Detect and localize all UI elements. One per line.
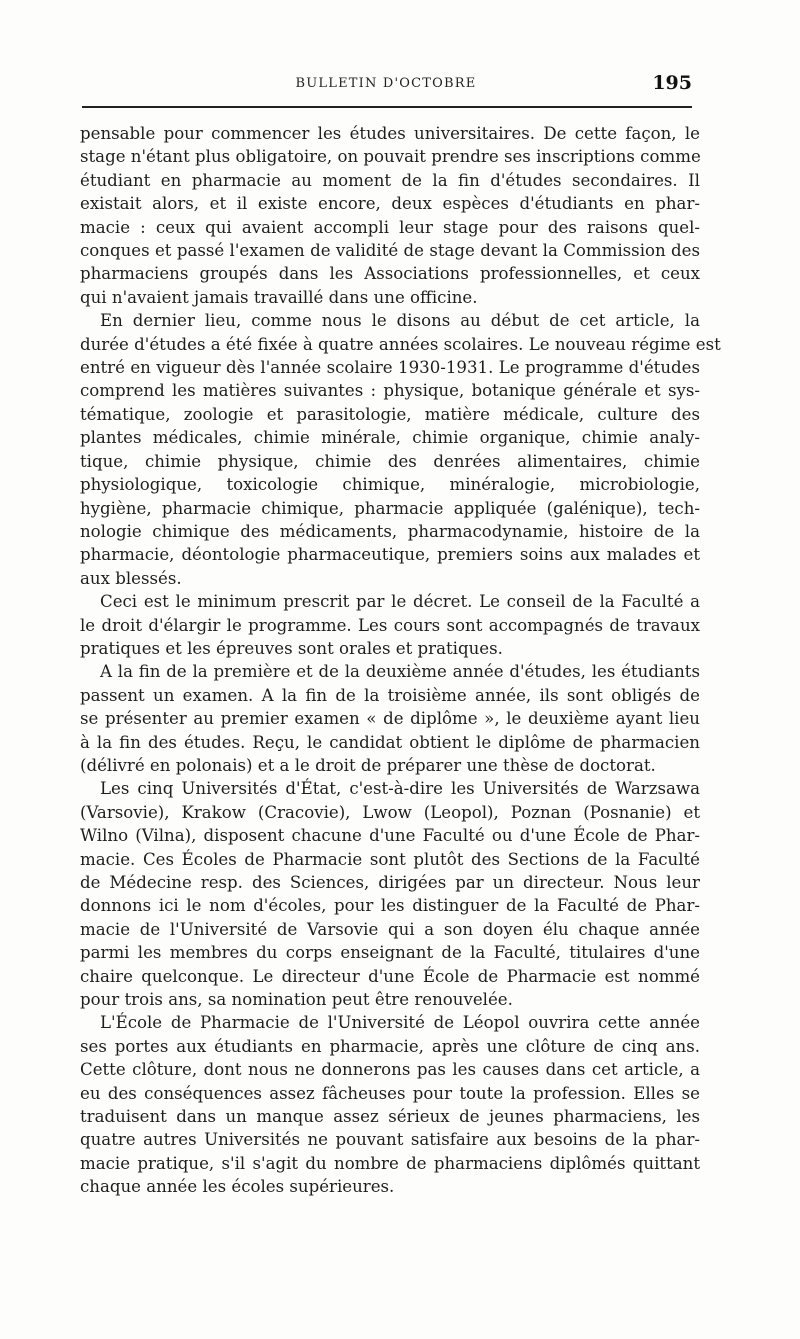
paragraph-6-line: chaque année les écoles supérieures. (80, 1177, 395, 1197)
paragraph-2-line: aux blessés. (80, 568, 182, 588)
paragraph-6-line: L'École de Pharmacie de l'Université de Léopol ouvrira cette année (100, 1013, 700, 1033)
paragraph-6-line: quatre autres Universités ne pouvant satisfaire aux besoins de la phar- (80, 1130, 700, 1150)
paragraph-1-line: pensable pour commencer les études universitaires. De cette façon, le (80, 124, 700, 143)
paragraph-5-line: Les cinq Universités d'État, c'est-à-dire les Universités de Warzsawa (100, 779, 700, 799)
paragraph-2-line: entré en vigueur dès l'année scolaire 1930-1931. Le programme d'études (80, 358, 700, 378)
paragraph-1-line: existait alors, et il existe encore, deux espèces d'étudiants en phar- (80, 194, 700, 214)
running-title: BULLETIN D'OCTOBRE (295, 76, 477, 91)
paragraph-2-line: durée d'études a été fixée à quatre années scolaires. Le nouveau régime est (80, 334, 721, 354)
paragraph-1-line: étudiant en pharmacie au moment de la fin d'études secondaires. Il (80, 170, 700, 190)
paragraph-1-line: conques et passé l'examen de validité de stage devant la Commission des (80, 241, 700, 261)
paragraph-1-line: pharmaciens groupés dans les Associations professionnelles, et ceux (80, 264, 700, 284)
paragraph-2-line: En dernier lieu, comme nous le disons au début de cet article, la (100, 311, 700, 331)
paragraph-3-line: pratiques et les épreuves sont orales et pratiques. (80, 638, 503, 658)
paragraph-2-line: comprend les matières suivantes : physique, botanique générale et sys- (80, 381, 700, 401)
page-number: 195 (652, 72, 692, 94)
paragraph-1-line: qui n'avaient jamais travaillé dans une officine. (80, 287, 478, 307)
paragraph-4-line: passent un examen. A la fin de la troisième année, ils sont obligés de (80, 685, 700, 705)
header-rule (82, 106, 692, 108)
article-body (80, 122, 721, 1199)
paragraph-2-line: pharmacie, déontologie pharmaceutique, premiers soins aux malades et (80, 545, 700, 565)
paragraph-6-line: eu des conséquences assez fâcheuses pour toute la profession. Elles se (80, 1083, 700, 1103)
paragraph-4-line: (délivré en polonais) et a le droit de préparer une thèse de doctorat. (80, 755, 656, 775)
paragraph-5-line: parmi les membres du corps enseignant de la Faculté, titulaires d'une (80, 943, 700, 963)
paragraph-1-line: macie : ceux qui avaient accompli leur stage pour des raisons quel- (80, 217, 700, 237)
paragraph-2-line: hygiène, pharmacie chimique, pharmacie appliquée (galénique), tech- (80, 498, 700, 518)
paragraph-5-line: donnons ici le nom d'écoles, pour les distinguer de la Faculté de Phar- (80, 896, 700, 916)
paragraph-5-line: chaire quelconque. Le directeur d'une École de Pharmacie est nommé (80, 966, 700, 986)
paragraph-4-line: A la fin de la première et de la deuxième année d'études, les étudiants (100, 662, 700, 682)
paragraph-4-line: se présenter au premier examen « de diplôme », le deuxième ayant lieu (80, 709, 700, 729)
paragraph-6-line: traduisent dans un manque assez sérieux de jeunes pharmaciens, les (80, 1107, 700, 1127)
paragraph-5-line: Wilno (Vilna), disposent chacune d'une Faculté ou d'une École de Phar- (80, 826, 700, 846)
paragraph-5-line: macie de l'Université de Varsovie qui a son doyen élu chaque année (80, 919, 700, 939)
paragraph-5-line: macie. Ces Écoles de Pharmacie sont plutôt des Sections de la Faculté (80, 849, 700, 869)
paragraph-3-line: Ceci est le minimum prescrit par le décret. Le conseil de la Faculté a (100, 592, 700, 612)
page-header (80, 72, 692, 102)
paragraph-4-line: à la fin des études. Reçu, le candidat obtient le diplôme de pharmacien (80, 732, 700, 752)
paragraph-6-line: ses portes aux étudiants en pharmacie, après une clôture de cinq ans. (80, 1036, 700, 1056)
paragraph-6-line: macie pratique, s'il s'agit du nombre de pharmaciens diplômés quittant (80, 1153, 700, 1173)
paragraph-2-line: physiologique, toxicologie chimique, minéralogie, microbiologie, (80, 475, 700, 495)
paragraph-5-line: pour trois ans, sa nomination peut être renouvelée. (80, 990, 513, 1010)
paragraph-6-line: Cette clôture, dont nous ne donnerons pas les causes dans cet article, a (80, 1060, 700, 1080)
paragraph-3-line: le droit d'élargir le programme. Les cours sont accompagnés de travaux (80, 615, 700, 635)
paragraph-2-line: tique, chimie physique, chimie des denrées alimentaires, chimie (80, 451, 700, 471)
paragraph-2-line: plantes médicales, chimie minérale, chimie organique, chimie analy- (80, 428, 700, 448)
paragraph-5-line: de Médecine resp. des Sciences, dirigées par un directeur. Nous leur (80, 873, 700, 892)
paragraph-2-line: tématique, zoologie et parasitologie, matière médicale, culture des (80, 404, 700, 424)
paragraph-2-line: nologie chimique des médicaments, pharmacodynamie, histoire de la (80, 521, 700, 541)
paragraph-1-line: stage n'étant plus obligatoire, on pouvait prendre ses inscriptions comme (80, 147, 701, 167)
paragraph-5-line: (Varsovie), Krakow (Cracovie), Lwow (Leopol), Poznan (Posnanie) et (80, 802, 700, 822)
